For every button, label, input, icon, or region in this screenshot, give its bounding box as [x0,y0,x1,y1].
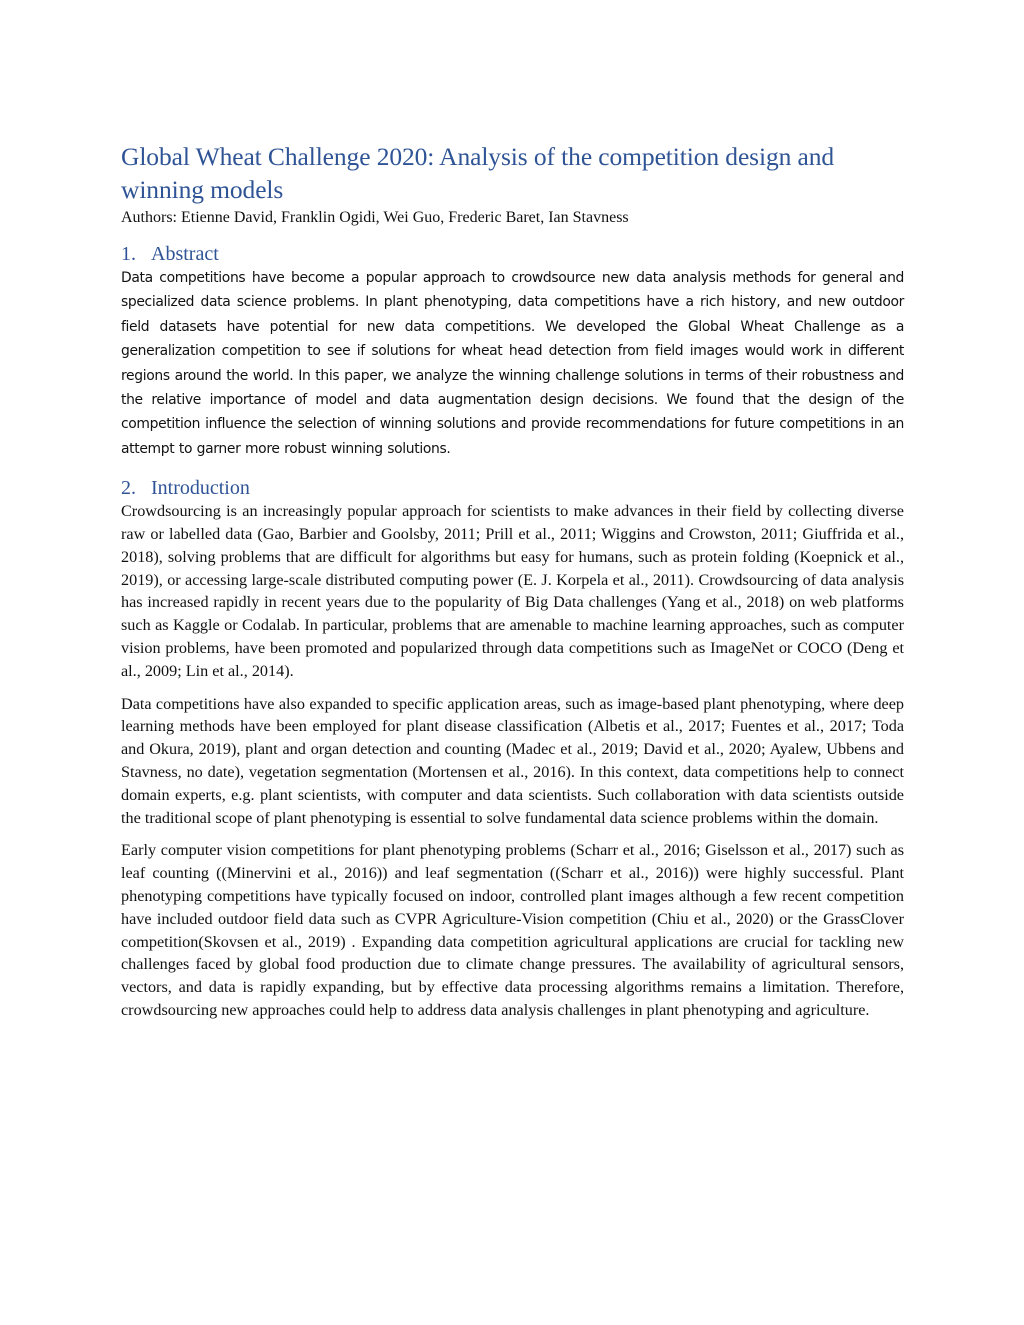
introduction-paragraph-3: Early computer vision competitions for plant phenotyping problems (Scharr et al., 2016; Giselsson et al., 2017) such as leaf counting ((Minervini et al., 2016)) and leaf segmentation ((Scharr et al., 2016)) were highly successful. Plant phenotyping competitions have typically focused on indoor, controlled plant images although a few recent competition have included outdoor field data such as CVPR Agriculture-Vision competition (Chiu et al., 2020) or the GrassClover competition(Skovsen et al., 2019) . Expanding data competition agricultural applications are crucial for tackling new challenges faced by global food production due to climate change pressures. The availability of agricultural sensors, vectors, and data is rapidly expanding, but by effective data processing algorithms remains a limitation. Therefore, crowdsourcing new approaches could help to address data analysis challenges in plant phenotyping and agriculture. [121,841,904,1019]
abstract-paragraph: Data competitions have become a popular approach to crowdsource new data analysis methods for general and specialized data science problems. In plant phenotyping, data competitions have a rich history, and new outdoor field datasets have potential for new data competitions. We developed the Global Wheat Challenge as a generalization competition to see if solutions for wheat head detection from field images would work in different regions around the world. In this paper, we analyze the winning challenge solutions in terms of their robustness and the relative importance of model and data augmentation design decisions. We found that the design of the competition influence the selection of winning solutions and provide recommendations for future competitions in an attempt to garner more robust winning solutions. [121,270,904,457]
introduction-paragraph-2: Data competitions have also expanded to specific application areas, such as image-based plant phenotyping, where deep learning methods have been employed for plant disease classification (Albetis et al., 2017; Fuentes et al., 2017; Toda and Okura, 2019), plant and organ detection and counting (Madec et al., 2019; David et al., 2020; Ayalew, Ubbens and Stavness, no date), vegetation segmentation (Mortensen et al., 2016). In this context, data competitions help to connect domain experts, e.g. plant scientists, with computer and data scientists. Such collaboration with data scientists outside the traditional scope of plant phenotyping is essential to solve fundamental data science problems within the domain. [121,694,904,827]
author-list: Authors: Etienne David, Franklin Ogidi, Wei Guo, Frederic Baret, Ian Stavness [121,209,629,226]
section-title: Introduction [151,477,250,500]
section-number: 1. [121,243,136,265]
section-heading-introduction [121,476,904,500]
section-heading-abstract [121,242,904,266]
introduction-paragraph-1: Crowdsourcing is an increasingly popular approach for scientists to make advances in their field by collecting diverse raw or labelled data (Gao, Barbier and Goolsby, 2011; Prill et al., 2011; Wiggins and Crowston, 2011; Giuffrida et al., 2018), solving problems that are difficult for algorithms but easy for humans, such as protein folding (Koepnick et al., 2019), or accessing large-scale distributed computing power (E. J. Korpela et al., 2011). Crowdsourcing of data analysis has increased rapidly in recent years due to the popularity of Big Data challenges (Yang et al., 2018) on web platforms such as Kaggle or Codalab. In particular, problems that are amenable to machine learning approaches, such as computer vision problems, have been promoted and popularized through data competitions such as ImageNet or COCO (Deng et al., 2009; Lin et al., 2014). [121,502,904,680]
paper-title: Global Wheat Challenge 2020: Analysis of the competition design and winning models [121,142,835,204]
section-title: Abstract [151,243,219,265]
section-number: 2. [121,477,136,500]
paper-page [121,140,904,1022]
